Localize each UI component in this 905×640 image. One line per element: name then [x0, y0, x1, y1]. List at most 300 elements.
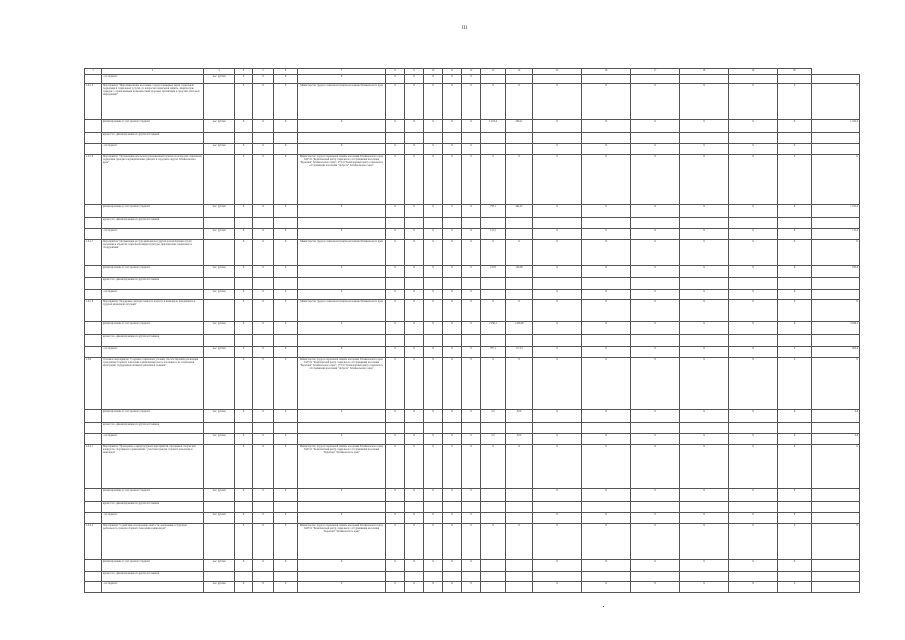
- table-row: [85, 266, 860, 278]
- row-value-cell: [462, 278, 481, 290]
- row-value-cell: Х: [443, 120, 462, 133]
- row-name: финансирование за счет краевого бюджета: [102, 120, 204, 133]
- row-value-cell: [680, 572, 729, 582]
- row-value-cell: Х: [386, 513, 405, 524]
- row-executor: [298, 423, 386, 434]
- row-value-cell: Х: [778, 445, 812, 489]
- row-value-cell: Х: [778, 358, 812, 410]
- row-value-cell: Х: [462, 266, 481, 278]
- row-value-cell: Х: [462, 560, 481, 572]
- row-value-cell: Х: [533, 560, 582, 572]
- row-name: - из бюджета: [102, 582, 204, 593]
- row-value-cell: Х: [386, 144, 405, 155]
- row-name: финансирование за счет краевого бюджета: [102, 410, 204, 423]
- row-value-cell: [582, 75, 631, 84]
- row-executor: Министерство труда и социальной защиты населения Забайкальского края, ГАУСО "Комплексный центр социального обслуживания населения "Берегиня" Забайкальского края": [298, 445, 386, 489]
- row-value-cell: [462, 133, 481, 144]
- row-value-cell: [506, 572, 533, 582]
- row-executor: [298, 502, 386, 513]
- row-number: [85, 502, 102, 513]
- row-value-cell: Х: [631, 513, 680, 524]
- row-value-cell: Х: [386, 489, 405, 502]
- row-value-cell: Х: [631, 205, 680, 218]
- row-value-cell: Х: [386, 410, 405, 423]
- row-value-cell: [405, 133, 424, 144]
- row-value-cell: [680, 423, 729, 434]
- row-unit: тыс. рублей: [204, 513, 235, 524]
- row-value-cell: [481, 278, 506, 290]
- row-executor: [298, 133, 386, 144]
- table-row: [85, 205, 860, 218]
- row-number: [85, 266, 102, 278]
- row-value-cell: Х: [386, 445, 405, 489]
- row-value-cell: Х: [424, 290, 443, 300]
- row-value-cell: Х: [424, 513, 443, 524]
- row-cell: Х: [253, 290, 274, 300]
- row-value-cell: Х: [582, 560, 631, 572]
- row-cell: Х: [274, 582, 298, 593]
- row-value-cell: Х: [533, 489, 582, 502]
- row-value-cell: Х: [386, 240, 405, 266]
- row-value-cell: [481, 502, 506, 513]
- row-value-cell: Х: [424, 582, 443, 593]
- row-cell: Х: [235, 266, 253, 278]
- row-value-cell: Х: [582, 205, 631, 218]
- row-cell: Х: [235, 84, 253, 120]
- row-value-cell: Х: [424, 120, 443, 133]
- row-value-cell: [729, 572, 778, 582]
- row-value-cell: Х: [631, 524, 680, 560]
- row-value-cell: 112,5: [812, 229, 860, 240]
- row-value-cell: Х: [680, 240, 729, 266]
- row-value-cell: Х: [424, 434, 443, 445]
- row-unit: тыс. рублей: [204, 434, 235, 445]
- row-value-cell: Х: [443, 582, 462, 593]
- row-value-cell: [533, 572, 582, 582]
- table-body: [85, 69, 860, 593]
- row-cell: Х: [253, 347, 274, 358]
- row-unit: тыс. рублей: [204, 205, 235, 218]
- row-value-cell: Х: [533, 205, 582, 218]
- row-value-cell: Х: [729, 300, 778, 322]
- row-value-cell: Х: [462, 240, 481, 266]
- row-name: кроме того, финансирование из других источников: [102, 423, 204, 434]
- row-value-cell: Х: [443, 524, 462, 560]
- row-value-cell: Х: [386, 300, 405, 322]
- row-number: 1.6.1.7: [85, 240, 102, 266]
- row-value-cell: Х: [631, 144, 680, 155]
- row-cell: Х: [274, 229, 298, 240]
- row-value-cell: [812, 489, 860, 502]
- row-value-cell: [582, 423, 631, 434]
- row-value-cell: 112,5: [481, 229, 506, 240]
- row-value-cell: Х: [680, 155, 729, 205]
- row-value-cell: Х: [443, 75, 462, 84]
- row-value-cell: Х: [631, 229, 680, 240]
- row-value-cell: Х: [778, 205, 812, 218]
- row-value-cell: Х: [680, 84, 729, 120]
- row-value-cell: Х: [405, 290, 424, 300]
- row-cell: Х: [253, 120, 274, 133]
- row-value-cell: 0,0: [812, 410, 860, 423]
- row-value-cell: [481, 489, 506, 502]
- row-unit: [204, 84, 235, 120]
- row-value-cell: [582, 572, 631, 582]
- row-value-cell: Х: [533, 445, 582, 489]
- row-value-cell: Х: [424, 205, 443, 218]
- row-value-cell: [778, 133, 812, 144]
- row-value-cell: Х: [582, 489, 631, 502]
- row-value-cell: [386, 335, 405, 347]
- row-cell: [235, 133, 253, 144]
- row-cell: [274, 423, 298, 434]
- row-value-cell: Х: [424, 322, 443, 335]
- row-value-cell: 0,0: [812, 434, 860, 445]
- row-cell: Х: [253, 155, 274, 205]
- row-value-cell: Х: [533, 347, 582, 358]
- row-name: кроме того, финансирование из других источников: [102, 133, 204, 144]
- row-number: [85, 582, 102, 593]
- row-cell: Х: [253, 358, 274, 410]
- row-value-cell: Х: [424, 300, 443, 322]
- row-value-cell: [631, 75, 680, 84]
- row-cell: Х: [274, 347, 298, 358]
- row-value-cell: Х: [533, 513, 582, 524]
- row-value-cell: Х: [424, 155, 443, 205]
- row-value-cell: Х: [386, 120, 405, 133]
- row-cell: Х: [274, 266, 298, 278]
- row-value-cell: Х: [680, 489, 729, 502]
- row-unit: [204, 218, 235, 229]
- row-value-cell: Х: [443, 155, 462, 205]
- row-value-cell: Х: [729, 560, 778, 572]
- row-cell: [253, 572, 274, 582]
- row-value-cell: Х: [443, 240, 462, 266]
- column-number-20: 20: [778, 69, 812, 75]
- row-value-cell: Х: [729, 144, 778, 155]
- row-value-cell: [680, 218, 729, 229]
- row-value-cell: Х: [405, 347, 424, 358]
- row-cell: Х: [274, 240, 298, 266]
- row-value-cell: Х: [533, 300, 582, 322]
- row-value-cell: Х: [729, 155, 778, 205]
- table-row: [85, 120, 860, 133]
- row-value-cell: Х: [533, 410, 582, 423]
- row-value-cell: Х: [778, 322, 812, 335]
- row-number: [85, 322, 102, 335]
- row-value-cell: Х: [533, 229, 582, 240]
- row-value-cell: Х: [631, 434, 680, 445]
- row-value-cell: [506, 218, 533, 229]
- table-row: [85, 560, 860, 572]
- row-cell: Х: [253, 410, 274, 423]
- row-value-cell: Х: [462, 434, 481, 445]
- row-value-cell: Х: [443, 229, 462, 240]
- row-cell: [274, 502, 298, 513]
- row-cell: Х: [235, 560, 253, 572]
- row-value-cell: Х: [533, 155, 582, 205]
- row-number: [85, 290, 102, 300]
- row-value-cell: Х: [812, 240, 860, 266]
- row-cell: Х: [253, 240, 274, 266]
- row-value-cell: Х: [443, 322, 462, 335]
- row-value-cell: Х: [462, 445, 481, 489]
- row-value-cell: [812, 335, 860, 347]
- row-value-cell: 1 432,6: [812, 120, 860, 133]
- row-value-cell: Х: [778, 84, 812, 120]
- row-number: [85, 229, 102, 240]
- table-row: [85, 347, 860, 358]
- row-name: кроме того, финансирование из других источников: [102, 502, 204, 513]
- row-executor: Х: [298, 347, 386, 358]
- row-executor: Министерство труда и социальной защиты населения Забайкальского края, ГАУСО "Комплексный центр социального обслуживания населения "Берегиня" Забайкальского края", ГУСО "Комплексный центр социального обслуживания населения "Доброта" Забайкальского края": [298, 155, 386, 205]
- row-value-cell: [506, 278, 533, 290]
- row-value-cell: Х: [506, 84, 533, 120]
- row-value-cell: [443, 133, 462, 144]
- row-value-cell: 1 223,4: [481, 120, 506, 133]
- row-value-cell: Х: [729, 205, 778, 218]
- row-value-cell: [506, 423, 533, 434]
- row-value-cell: Х: [386, 434, 405, 445]
- row-name: финансирование за счет краевого бюджета: [102, 205, 204, 218]
- row-value-cell: [424, 133, 443, 144]
- row-cell: Х: [235, 347, 253, 358]
- row-value-cell: Х: [386, 322, 405, 335]
- table-row: [85, 229, 860, 240]
- row-value-cell: Х: [812, 84, 860, 120]
- row-cell: [274, 218, 298, 229]
- row-value-cell: [386, 278, 405, 290]
- row-value-cell: 1 456,96: [506, 322, 533, 335]
- row-value-cell: [481, 144, 506, 155]
- row-executor: Х: [298, 513, 386, 524]
- row-number: [85, 347, 102, 358]
- row-value-cell: Х: [462, 155, 481, 205]
- row-executor: Х: [298, 434, 386, 445]
- row-value-cell: Х: [481, 155, 506, 205]
- row-value-cell: Х: [462, 410, 481, 423]
- row-value-cell: Х: [462, 347, 481, 358]
- row-value-cell: [405, 502, 424, 513]
- row-name: финансирование за счет краевого бюджета: [102, 322, 204, 335]
- row-unit: [204, 423, 235, 434]
- row-value-cell: [481, 513, 506, 524]
- row-value-cell: Х: [582, 410, 631, 423]
- row-value-cell: Х: [443, 205, 462, 218]
- row-value-cell: Х: [729, 290, 778, 300]
- row-value-cell: [506, 229, 533, 240]
- row-unit: тыс. рублей: [204, 322, 235, 335]
- column-number-2: 2: [102, 69, 204, 75]
- row-number: [85, 120, 102, 133]
- row-value-cell: Х: [582, 347, 631, 358]
- row-value-cell: 3 946,1: [812, 322, 860, 335]
- row-value-cell: Х: [729, 489, 778, 502]
- row-value-cell: Х: [729, 358, 778, 410]
- row-value-cell: Х: [462, 322, 481, 335]
- table-row: [85, 75, 860, 84]
- row-cell: [235, 335, 253, 347]
- row-value-cell: [582, 133, 631, 144]
- row-value-cell: Х: [481, 358, 506, 410]
- row-name: Мероприятие "Информирование населения о предоставляемых мерах социальной поддержки и социальных услугах, по вопросам социальной защиты, защиты прав граждан с ограниченными возможностями здоровья, публикации в средствах массовой информации": [102, 84, 204, 120]
- row-cell: Х: [235, 434, 253, 445]
- row-value-cell: Х: [680, 513, 729, 524]
- row-value-cell: Х: [582, 358, 631, 410]
- row-cell: Х: [274, 120, 298, 133]
- row-value-cell: [443, 423, 462, 434]
- row-name: кроме того, финансирование из других источников: [102, 218, 204, 229]
- table-row: [85, 144, 860, 155]
- row-value-cell: Х: [386, 347, 405, 358]
- row-number: [85, 434, 102, 445]
- row-value-cell: [812, 582, 860, 593]
- row-value-cell: [443, 278, 462, 290]
- row-unit: тыс. рублей: [204, 290, 235, 300]
- row-unit: тыс. рублей: [204, 229, 235, 240]
- row-value-cell: Х: [582, 434, 631, 445]
- row-value-cell: Х: [443, 513, 462, 524]
- row-value-cell: Х: [405, 84, 424, 120]
- row-value-cell: [506, 290, 533, 300]
- row-value-cell: Х: [506, 445, 533, 489]
- row-cell: Х: [253, 266, 274, 278]
- row-value-cell: Х: [680, 300, 729, 322]
- row-cell: Х: [253, 144, 274, 155]
- row-value-cell: [424, 572, 443, 582]
- row-cell: Х: [253, 84, 274, 120]
- row-value-cell: [680, 335, 729, 347]
- row-name: Основное мероприятие "Создание социальных условий, способствующих реализации гражданами старшего поколения и инвалидами своего потенциала, их социальной интеграции, поддержание активной жизненной позиции": [102, 358, 204, 410]
- row-value-cell: Х: [481, 84, 506, 120]
- row-value-cell: [405, 572, 424, 582]
- row-cell: Х: [235, 582, 253, 593]
- row-name: - из бюджета: [102, 75, 204, 84]
- row-value-cell: Х: [386, 524, 405, 560]
- row-cell: Х: [253, 489, 274, 502]
- row-value-cell: Х: [481, 524, 506, 560]
- row-number: [85, 205, 102, 218]
- column-number-19: 19: [729, 69, 778, 75]
- row-value-cell: Х: [729, 347, 778, 358]
- row-value-cell: Х: [812, 445, 860, 489]
- table-row: [85, 524, 860, 560]
- row-value-cell: 0,00: [506, 434, 533, 445]
- row-value-cell: [405, 278, 424, 290]
- row-value-cell: Х: [631, 358, 680, 410]
- row-cell: [274, 335, 298, 347]
- row-value-cell: [680, 502, 729, 513]
- row-name: - из бюджета: [102, 290, 204, 300]
- row-name: кроме того, финансирование из других источников: [102, 572, 204, 582]
- row-value-cell: [481, 582, 506, 593]
- row-value-cell: [582, 278, 631, 290]
- row-executor: Министерство труда и социальной защиты населения Забайкальского края, ГАУСО "Комплексный центр социального обслуживания населения "Берегиня" Забайкальского края": [298, 524, 386, 560]
- row-value-cell: Х: [582, 240, 631, 266]
- row-value-cell: Х: [631, 300, 680, 322]
- column-number-5: 5: [253, 69, 274, 75]
- row-cell: [253, 278, 274, 290]
- row-value-cell: Х: [729, 266, 778, 278]
- row-value-cell: Х: [405, 434, 424, 445]
- column-number-11: 11: [443, 69, 462, 75]
- row-executor: Х: [298, 229, 386, 240]
- row-value-cell: Х: [506, 524, 533, 560]
- row-value-cell: Х: [778, 300, 812, 322]
- row-value-cell: Х: [680, 434, 729, 445]
- row-value-cell: Х: [680, 524, 729, 560]
- row-value-cell: [481, 218, 506, 229]
- row-value-cell: [680, 75, 729, 84]
- row-value-cell: [812, 502, 860, 513]
- row-value-cell: Х: [462, 513, 481, 524]
- row-value-cell: Х: [405, 358, 424, 410]
- row-number: 1.6.1.6: [85, 155, 102, 205]
- row-value-cell: Х: [533, 290, 582, 300]
- row-value-cell: 904,6: [812, 347, 860, 358]
- row-value-cell: Х: [424, 266, 443, 278]
- row-cell: Х: [253, 205, 274, 218]
- row-cell: [253, 335, 274, 347]
- row-value-cell: Х: [424, 489, 443, 502]
- row-value-cell: [506, 513, 533, 524]
- row-cell: [235, 502, 253, 513]
- row-cell: Х: [274, 155, 298, 205]
- row-value-cell: [424, 218, 443, 229]
- row-cell: Х: [235, 300, 253, 322]
- table-row: [85, 300, 860, 322]
- row-value-cell: 1 222,6: [812, 205, 860, 218]
- row-value-cell: Х: [443, 445, 462, 489]
- row-value-cell: [778, 75, 812, 84]
- row-unit: тыс. рублей: [204, 266, 235, 278]
- row-cell: Х: [274, 358, 298, 410]
- row-value-cell: Х: [680, 205, 729, 218]
- row-value-cell: [424, 423, 443, 434]
- row-value-cell: 464,45: [506, 205, 533, 218]
- row-name: Мероприятие "Организация работы консультационных пунктов по вопросам социальной поддержки граждан в муниципальных районах и городских округах Забайкальского края": [102, 155, 204, 205]
- row-value-cell: [506, 75, 533, 84]
- row-cell: Х: [274, 489, 298, 502]
- row-executor: Министерство труда и социальной защиты населения Забайкальского края: [298, 300, 386, 322]
- row-value-cell: [778, 572, 812, 582]
- row-value-cell: Х: [462, 229, 481, 240]
- row-value-cell: Х: [506, 240, 533, 266]
- row-value-cell: Х: [729, 229, 778, 240]
- row-value-cell: Х: [729, 410, 778, 423]
- row-value-cell: [405, 423, 424, 434]
- row-name: - из бюджета: [102, 347, 204, 358]
- row-value-cell: [631, 133, 680, 144]
- row-value-cell: Х: [680, 229, 729, 240]
- row-value-cell: Х: [582, 290, 631, 300]
- row-unit: [204, 335, 235, 347]
- row-unit: [204, 300, 235, 322]
- row-cell: Х: [235, 229, 253, 240]
- row-cell: [253, 218, 274, 229]
- row-number: 1.6.2: [85, 358, 102, 410]
- row-number: [85, 572, 102, 582]
- row-unit: [204, 502, 235, 513]
- row-cell: [235, 218, 253, 229]
- row-executor: Х: [298, 582, 386, 593]
- table-row: [85, 133, 860, 144]
- row-unit: [204, 358, 235, 410]
- row-value-cell: [506, 144, 533, 155]
- row-value-cell: Х: [386, 358, 405, 410]
- row-number: [85, 513, 102, 524]
- row-cell: Х: [235, 445, 253, 489]
